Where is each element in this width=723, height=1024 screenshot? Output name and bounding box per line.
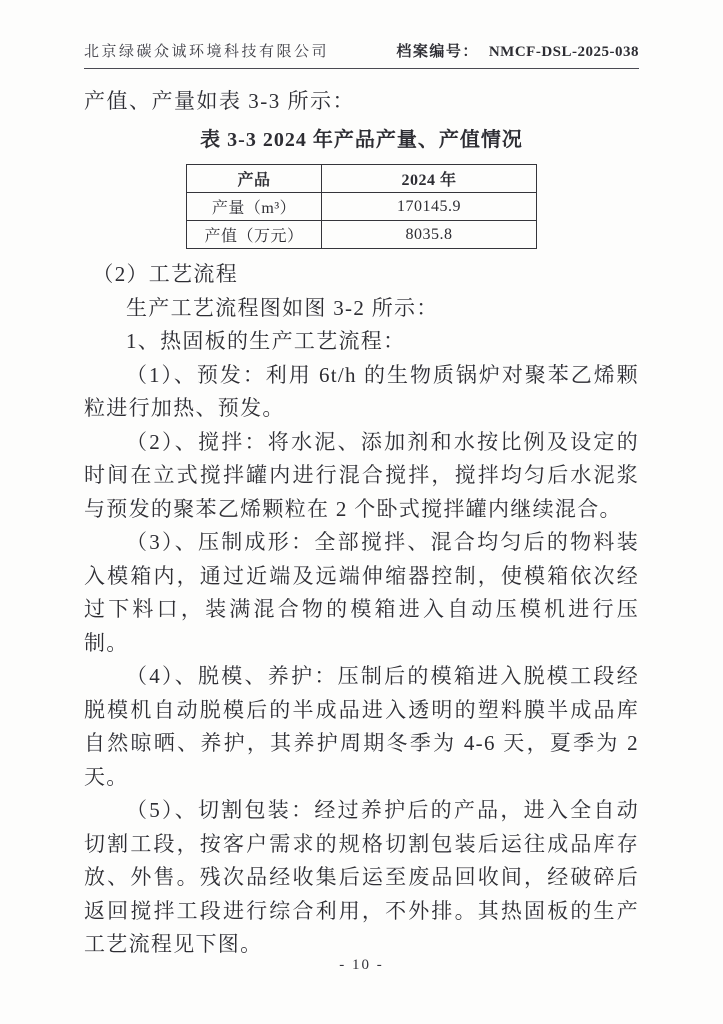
table-caption: 表 3-3 2024 年产品产量、产值情况 [200, 129, 523, 151]
table-header-cell-product: 产品 [187, 165, 322, 193]
table-cell-value-label: 产值（万元） [187, 221, 322, 249]
paragraph-step-1-prefoaming: （1）、预发：利用 6t/h 的生物质锅炉对聚苯乙烯颗粒进行加热、预发。 [84, 362, 639, 420]
table-row [187, 221, 537, 249]
archive-number-group [396, 40, 639, 61]
company-name: 北京绿碳众诚环境科技有限公司 [84, 44, 330, 60]
paragraph-step-3-pressing: （3）、压制成形：全部搅拌、混合均匀后的物料装入模箱内，通过近端及远端伸缩器控制，使模箱依次经过下料口，装满混合物的模箱进入自动压模机进行压制。 [84, 530, 639, 655]
table-header-cell-year: 2024 年 [322, 165, 537, 193]
body-text [84, 258, 639, 962]
table-header-row [187, 165, 537, 193]
intro-paragraph: 产值、产量如表 3-3 所示： [84, 89, 355, 113]
paragraph-process-flow-heading: （2）工艺流程 [92, 262, 238, 286]
table-cell-output-value: 170145.9 [322, 193, 537, 221]
production-table [186, 164, 537, 249]
table-row [187, 193, 537, 221]
table-cell-output-label: 产量（m³） [187, 193, 322, 221]
page-header [84, 0, 639, 69]
paragraph-board-process-heading: 1、热固板的生产工艺流程： [126, 329, 406, 353]
table-cell-value-value: 8035.8 [322, 221, 537, 249]
archive-number-label: 档案编号： [396, 44, 479, 60]
paragraph-step-5-cutting-packing: （5）、切割包装：经过养护后的产品，进入全自动切割工段，按客户需求的规格切割包装后运往成品库存放、外售。残次品经收集后运至废品回收间，经破碎后返回搅拌工段进行综合利用，不外排。其热固板的生产工艺流程见下图。 [84, 798, 639, 956]
paragraph-step-2-mixing: （2）、搅拌：将水泥、添加剂和水按比例及设定的时间在立式搅拌罐内进行混合搅拌，搅拌均匀后水泥浆与预发的聚苯乙烯颗粒在 2 个卧式搅拌罐内继续混合。 [84, 429, 639, 521]
paragraph-step-4-demoulding-curing: （4）、脱模、养护：压制后的模箱进入脱模工段经脱模机自动脱模后的半成品进入透明的塑料膜半成品库自然晾晒、养护，其养护周期冬季为 4-6 天，夏季为 2 天。 [84, 664, 639, 789]
page-footer [0, 957, 723, 974]
archive-number-value: NMCF-DSL-2025-038 [488, 44, 639, 60]
paragraph-flow-diagram-ref: 生产工艺流程图如图 3-2 所示： [126, 295, 439, 320]
page-number: - 10 - [339, 957, 384, 973]
